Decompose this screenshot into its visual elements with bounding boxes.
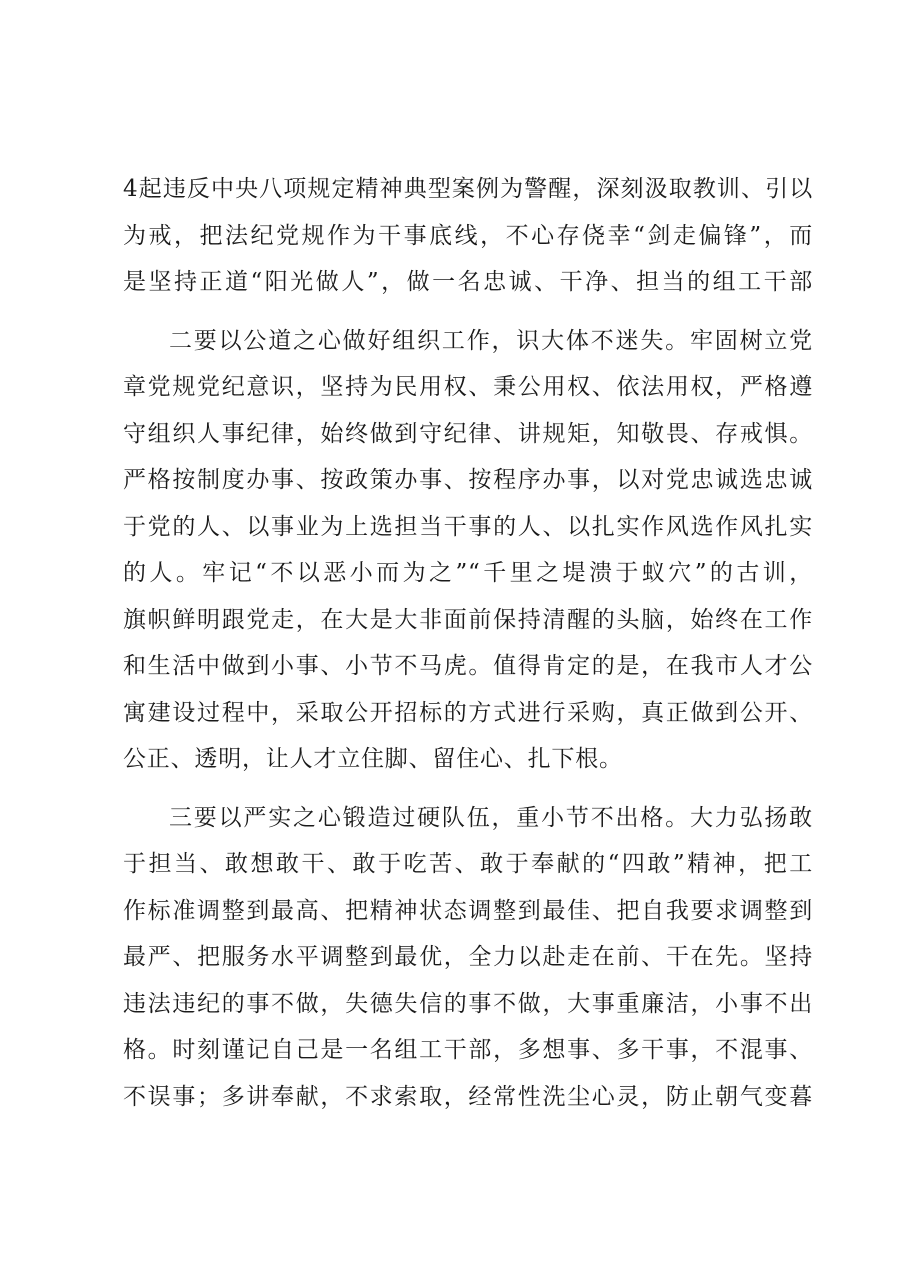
paragraph-1-line-2: 为戒，把法纪党规作为干事底线，不心存侥幸“剑走偏锋”，而 bbox=[123, 222, 813, 249]
paragraph-3-line-4: 最严、把服务水平调整到最优，全力以赴走在前、干在先。坚持 bbox=[123, 944, 813, 970]
paragraph-1-line-3: 是坚持正道“阳光做人”，做一名忠诚、干净、担当的组工干部 bbox=[123, 269, 813, 295]
paragraph-3-line-3: 作标准调整到最高、把精神状态调整到最佳、把自我要求调整到 bbox=[123, 897, 813, 924]
paragraph-1-line-1: 4起违反中央八项规定精神典型案例为警醒，深刻汲取教训、引以 bbox=[123, 176, 813, 202]
paragraph-2-line-10: 公正、透明，让人才立住脚、留住心、扎下根。 bbox=[123, 746, 623, 772]
paragraph-3-line-6: 格。时刻谨记自己是一名组工干部，多想事、多干事，不混事、 bbox=[123, 1037, 813, 1063]
paragraph-2-line-9: 寓建设过程中，采取公开招标的方式进行采购，真正做到公开、 bbox=[123, 699, 813, 726]
paragraph-2-line-1: 二要以公道之心做好组织工作，识大体不迷失。牢固树立党 bbox=[169, 327, 813, 354]
paragraph-2-line-5: 于党的人、以事业为上选担当干事的人、以扎实作风选作风扎实 bbox=[123, 513, 813, 540]
paragraph-3-line-5: 违法违纪的事不做，失德失信的事不做，大事重廉洁，小事不出 bbox=[123, 990, 813, 1017]
paragraph-3-line-7: 不误事；多讲奉献，不求索取，经常性洗尘心灵，防止朝气变暮 bbox=[123, 1083, 813, 1110]
paragraph-3-line-2: 于担当、敢想敢干、敢于吃苦、敢于奉献的“四敢”精神，把工 bbox=[123, 851, 813, 877]
document-body bbox=[123, 166, 813, 1120]
paragraph-2-line-6: 的人。牢记“不以恶小而为之”“千里之堤溃于蚁穴”的古训， bbox=[123, 560, 813, 586]
paragraph-2-line-3: 守组织人事纪律，始终做到守纪律、讲规矩，知敬畏、存戒惧。 bbox=[123, 420, 813, 447]
paragraph-2-line-8: 和生活中做到小事、小节不马虎。值得肯定的是，在我市人才公 bbox=[123, 653, 813, 679]
paragraph-2-line-7: 旗帜鲜明跟党走，在大是大非面前保持清醒的头脑，始终在工作 bbox=[123, 606, 813, 633]
paragraph-2-line-4: 严格按制度办事、按政策办事、按程序办事，以对党忠诚选忠诚 bbox=[123, 467, 813, 493]
paragraph-3-line-1: 三要以严实之心锻造过硬队伍，重小节不出格。大力弘扬敢 bbox=[169, 804, 813, 831]
paragraph-2-line-2: 章党规党纪意识，坚持为民用权、秉公用权、依法用权，严格遵 bbox=[123, 374, 813, 400]
